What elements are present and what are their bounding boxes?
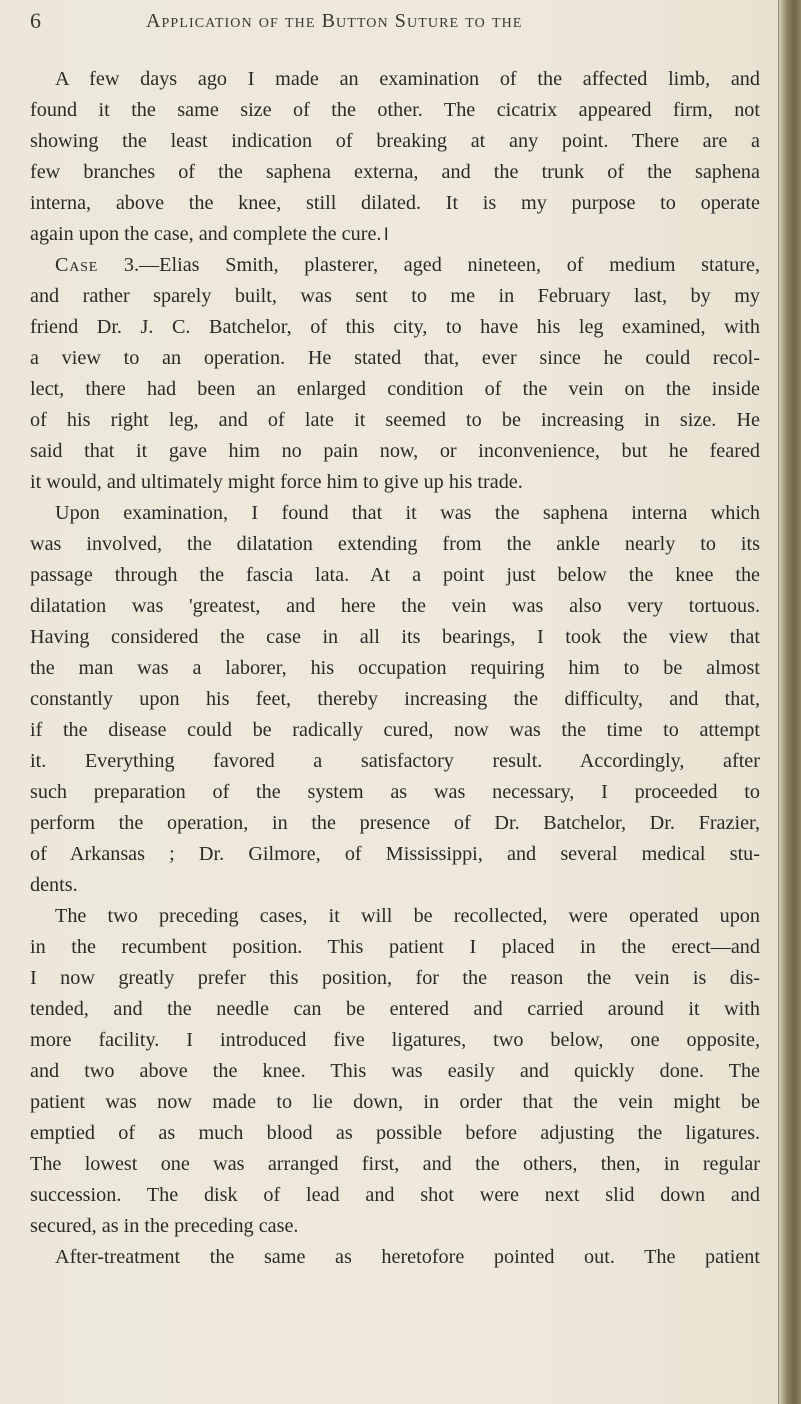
text-line: friend Dr. J. C. Batchelor, of this city, to have his leg examined, with xyxy=(30,316,760,338)
text-line: it. Everything favored a satisfactory result. Accordingly, after xyxy=(30,750,760,772)
text-line: tended, and the needle can be entered and carried around it with xyxy=(30,998,760,1020)
text-line: passage through the fascia lata. At a point just below the knee the xyxy=(30,564,760,586)
text-line: I now greatly prefer this position, for the reason the vein is dis- xyxy=(30,967,760,989)
text-line: constantly upon his feet, thereby increasing the difficulty, and that, xyxy=(30,688,760,710)
text-line: showing the least indication of breaking at any point. There are a xyxy=(30,130,760,152)
text-line: perform the operation, in the presence of Dr. Batchelor, Dr. Frazier, xyxy=(30,812,760,834)
text-line: of his right leg, and of late it seemed to be increasing in size. He xyxy=(30,409,760,431)
text-line: and rather sparely built, was sent to me in February last, by my xyxy=(30,285,760,307)
running-head xyxy=(30,6,745,38)
text-line: dents. xyxy=(30,874,78,896)
text-line: Upon examination, I found that it was the saphena interna which xyxy=(55,502,760,524)
text-line: emptied of as much blood as possible before adjusting the ligatures. xyxy=(30,1122,760,1144)
page-edge xyxy=(779,0,801,1404)
text-line: a view to an operation. He stated that, ever since he could recol- xyxy=(30,347,760,369)
text-line: patient was now made to lie down, in order that the vein might be xyxy=(30,1091,760,1113)
text-line: few branches of the saphena externa, and the trunk of the saphena xyxy=(30,161,760,183)
text-line: the man was a laborer, his occupation requiring him to be almost xyxy=(30,657,760,679)
text-line: in the recumbent position. This patient I placed in the erect—and xyxy=(30,936,760,958)
text-line: succession. The disk of lead and shot were next slid down and xyxy=(30,1184,760,1206)
text-line: if the disease could be radically cured, now was the time to attempt xyxy=(30,719,760,741)
text-line: such preparation of the system as was necessary, I proceeded to xyxy=(30,781,760,803)
text-line: and two above the knee. This was easily and quickly done. The xyxy=(30,1060,760,1082)
text-line: it would, and ultimately might force him to give up his trade. xyxy=(30,471,523,493)
text-line: The two preceding cases, it will be recollected, were operated upon xyxy=(55,905,760,927)
text-line: found it the same size of the other. The cicatrix appeared firm, not xyxy=(30,99,760,121)
text-line: said that it gave him no pain now, or inconvenience, but he feared xyxy=(30,440,760,462)
text-line: The lowest one was arranged first, and the others, then, in regular xyxy=(30,1153,760,1175)
page-number: 6 xyxy=(30,8,41,33)
running-title: Application of the Button Suture to the xyxy=(146,10,523,32)
text-line: more facility. I introduced five ligatures, two below, one opposite, xyxy=(30,1029,760,1051)
text-line: secured, as in the preceding case. xyxy=(30,1215,299,1237)
text-line: dilatation was 'greatest, and here the vein was also very tortuous. xyxy=(30,595,760,617)
body-text xyxy=(30,64,760,1273)
text-line: interna, above the knee, still dilated. It is my purpose to operate xyxy=(30,192,760,214)
text-line: A few days ago I made an examination of the affected limb, and xyxy=(55,68,760,90)
text-line: Case 3.—Elias Smith, plasterer, aged nineteen, of medium stature, xyxy=(55,254,760,276)
text-line: lect, there had been an enlarged condition of the vein on the inside xyxy=(30,378,760,400)
text-line: was involved, the dilatation extending from the ankle nearly to its xyxy=(30,533,760,555)
text-line: of Arkansas ; Dr. Gilmore, of Mississippi, and several medical stu- xyxy=(30,843,760,865)
text-line: again upon the case, and complete the cure.। xyxy=(30,223,390,245)
case-label: Case xyxy=(55,254,99,276)
text-line: Having considered the case in all its bearings, I took the view that xyxy=(30,626,760,648)
text-line: After-treatment the same as heretofore pointed out. The patient xyxy=(55,1246,760,1268)
